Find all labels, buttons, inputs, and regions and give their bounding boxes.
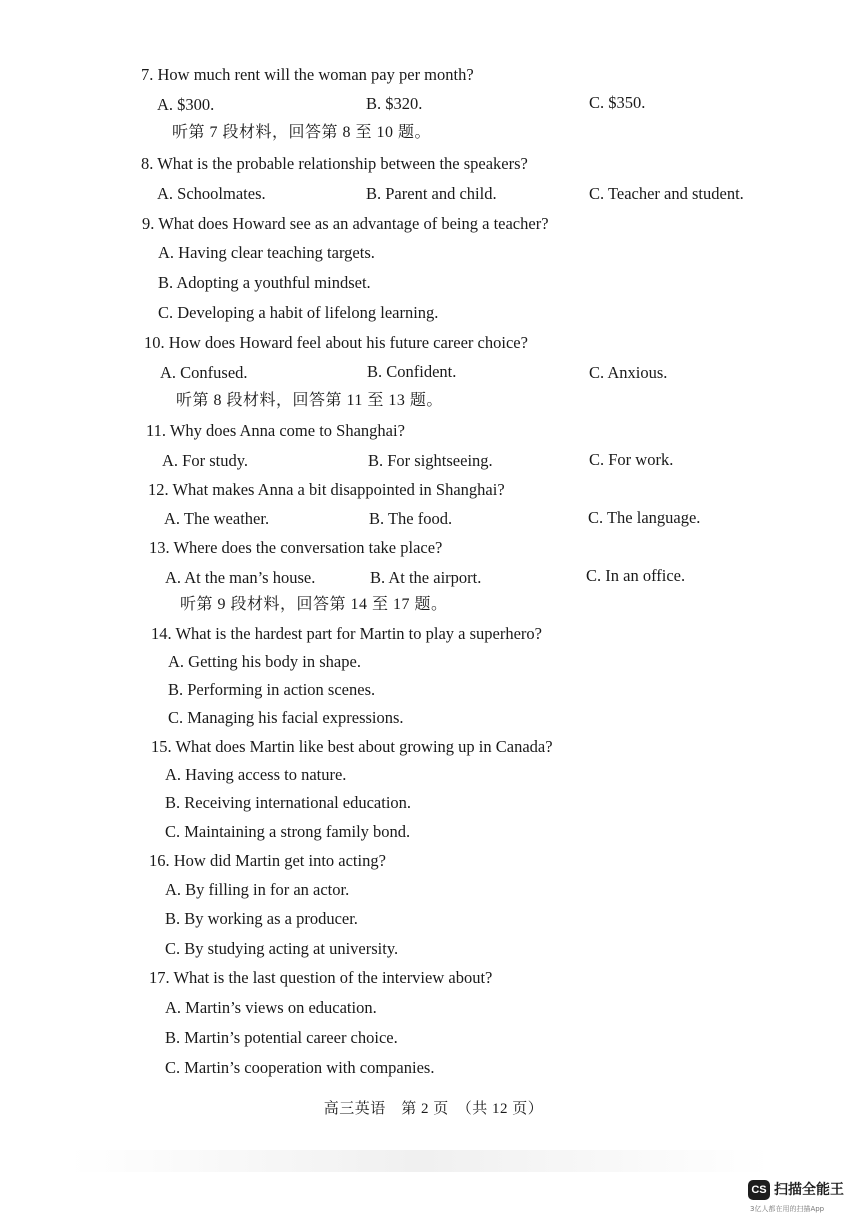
question-10-option-c: C. Anxious. — [589, 363, 668, 382]
question-10-option-b: B. Confident. — [367, 362, 457, 381]
question-11-option-a: A. For study. — [162, 451, 249, 470]
question-16: 16. How did Martin get into acting? — [149, 851, 386, 870]
question-9-option-c: C. Developing a habit of lifelong learning. — [158, 303, 439, 322]
question-12-option-b: B. The food. — [369, 509, 453, 528]
question-15: 15. What does Martin like best about growing up in Canada? — [151, 737, 553, 756]
section-heading-7: 听第 7 段材料，回答第 8 至 10 题。 — [172, 124, 432, 141]
question-10: 10. How does Howard feel about his future career choice? — [144, 333, 528, 352]
question-8: 8. What is the probable relationship between the speakers? — [141, 154, 528, 173]
question-17-option-a: A. Martin’s views on education. — [165, 998, 377, 1017]
question-8-option-c: C. Teacher and student. — [589, 184, 744, 203]
scan-smudge — [70, 1150, 770, 1172]
question-7: 7. How much rent will the woman pay per month? — [141, 65, 474, 84]
question-13-option-b: B. At the airport. — [370, 568, 482, 587]
question-13: 13. Where does the conversation take place? — [149, 538, 443, 557]
question-16-option-c: C. By studying acting at university. — [165, 939, 399, 958]
question-15-option-a: A. Having access to nature. — [165, 765, 347, 784]
question-8-option-b: B. Parent and child. — [366, 184, 497, 203]
page-footer: 高三英语 第 2 页 （共 12 页） — [323, 1101, 544, 1117]
section-heading-9: 听第 9 段材料，回答第 14 至 17 题。 — [180, 596, 448, 613]
question-17-option-c: C. Martin’s cooperation with companies. — [165, 1058, 435, 1077]
camscanner-logo-icon: CS — [748, 1180, 770, 1200]
question-9-option-b: B. Adopting a youthful mindset. — [158, 273, 371, 292]
question-7-option-b: B. $320. — [366, 94, 423, 113]
question-9-option-a: A. Having clear teaching targets. — [158, 243, 375, 262]
question-10-option-a: A. Confused. — [160, 363, 248, 382]
scanner-watermark — [748, 1178, 853, 1218]
watermark-brand: 扫描全能王 — [774, 1182, 844, 1198]
question-7-option-a: A. $300. — [157, 95, 215, 114]
question-16-option-a: A. By filling in for an actor. — [165, 880, 350, 899]
question-12-option-a: A. The weather. — [164, 509, 270, 528]
question-12: 12. What makes Anna a bit disappointed in Shanghai? — [148, 480, 505, 499]
question-14: 14. What is the hardest part for Martin to play a superhero? — [151, 624, 542, 643]
question-7-option-c: C. $350. — [589, 93, 646, 112]
question-15-option-c: C. Maintaining a strong family bond. — [165, 822, 411, 841]
question-17-option-b: B. Martin’s potential career choice. — [165, 1028, 398, 1047]
question-16-option-b: B. By working as a producer. — [165, 909, 358, 928]
question-11-option-c: C. For work. — [589, 450, 674, 469]
question-17: 17. What is the last question of the interview about? — [149, 968, 493, 987]
question-11-option-b: B. For sightseeing. — [368, 451, 493, 470]
watermark-tagline: 3亿人都在用的扫描App — [750, 1205, 825, 1213]
question-13-option-c: C. In an office. — [586, 566, 686, 585]
question-13-option-a: A. At the man’s house. — [165, 568, 316, 587]
question-14-option-c: C. Managing his facial expressions. — [168, 708, 404, 727]
question-8-option-a: A. Schoolmates. — [157, 184, 266, 203]
question-14-option-b: B. Performing in action scenes. — [168, 680, 376, 699]
question-15-option-b: B. Receiving international education. — [165, 793, 412, 812]
question-14-option-a: A. Getting his body in shape. — [168, 652, 361, 671]
question-9: 9. What does Howard see as an advantage of being a teacher? — [142, 214, 549, 233]
section-heading-8: 听第 8 段材料，回答第 11 至 13 题。 — [176, 392, 443, 409]
question-11: 11. Why does Anna come to Shanghai? — [146, 421, 405, 440]
question-12-option-c: C. The language. — [588, 508, 701, 527]
